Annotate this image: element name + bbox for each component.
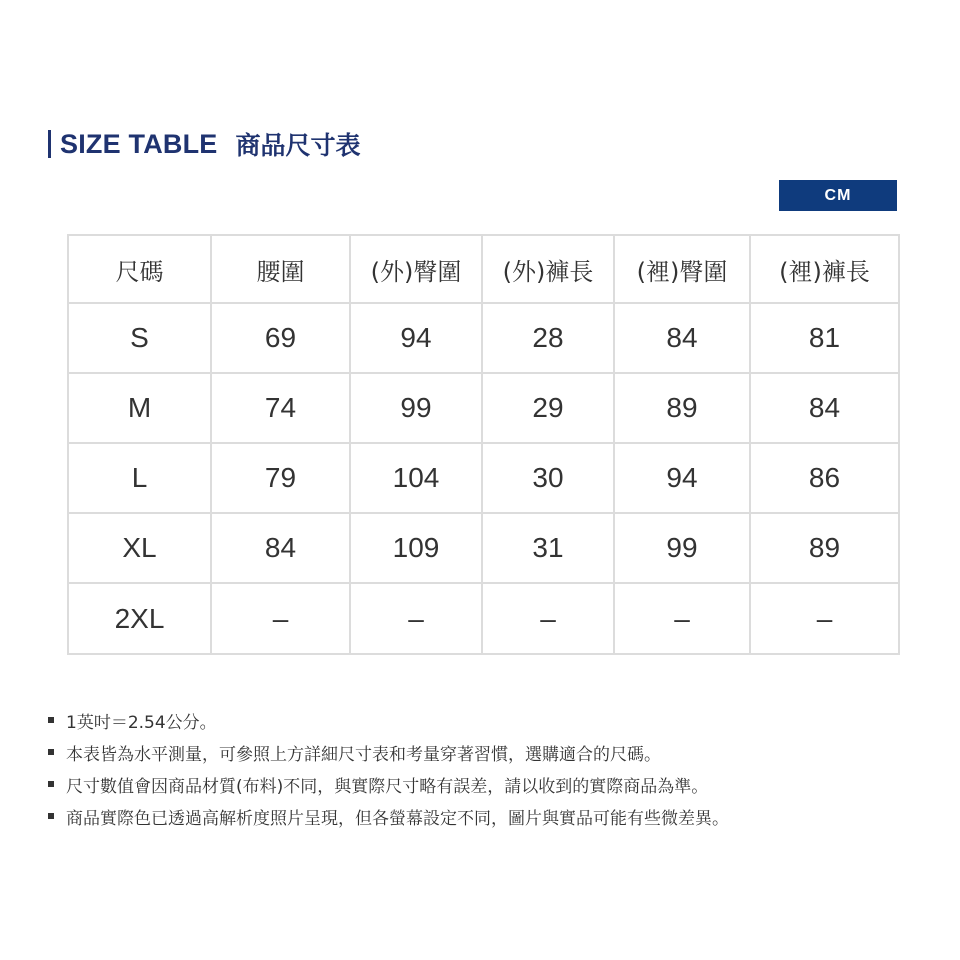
- column-header-size: 尺碼: [68, 235, 211, 303]
- table-cell: 84: [750, 373, 899, 443]
- note-item: [48, 736, 729, 768]
- column-header-outer-hip: (外)臀圍: [350, 235, 482, 303]
- table-cell: –: [211, 583, 350, 654]
- table-cell: 86: [750, 443, 899, 513]
- table-cell: 31: [482, 513, 614, 583]
- table-cell: 79: [211, 443, 350, 513]
- note-item: [48, 800, 729, 832]
- size-table: [67, 234, 900, 655]
- table-cell: 2XL: [68, 583, 211, 654]
- table-cell: 30: [482, 443, 614, 513]
- table-cell: 28: [482, 303, 614, 373]
- note-text: 尺寸數值會因商品材質(布料)不同，與實際尺寸略有誤差，請以收到的實際商品為準。: [66, 776, 709, 797]
- table-cell: 89: [614, 373, 750, 443]
- table-cell: –: [614, 583, 750, 654]
- table-cell: –: [750, 583, 899, 654]
- column-header-outer-length: (外)褲長: [482, 235, 614, 303]
- table-cell: XL: [68, 513, 211, 583]
- notes-list: [48, 704, 729, 832]
- table-cell: L: [68, 443, 211, 513]
- table-cell: 69: [211, 303, 350, 373]
- table-cell: 84: [211, 513, 350, 583]
- table-cell: –: [350, 583, 482, 654]
- column-header-waist: 腰圍: [211, 235, 350, 303]
- table-cell: 84: [614, 303, 750, 373]
- table-cell: 109: [350, 513, 482, 583]
- page-title: [48, 128, 361, 160]
- column-header-inner-length: (裡)褲長: [750, 235, 899, 303]
- table-cell: 104: [350, 443, 482, 513]
- square-bullet-icon: [48, 749, 54, 755]
- table-cell: 81: [750, 303, 899, 373]
- table-cell: 74: [211, 373, 350, 443]
- unit-badge: CM: [779, 180, 897, 211]
- table-row: [68, 303, 899, 373]
- table-cell: 99: [614, 513, 750, 583]
- note-text: 1英吋＝2.54公分。: [66, 712, 217, 733]
- title-accent-bar: [48, 130, 51, 158]
- title-chinese: 商品尺寸表: [235, 131, 361, 160]
- square-bullet-icon: [48, 781, 54, 787]
- table-cell: M: [68, 373, 211, 443]
- column-header-inner-hip: (裡)臀圍: [614, 235, 750, 303]
- note-item: [48, 768, 729, 800]
- table-cell: S: [68, 303, 211, 373]
- table-cell: 94: [350, 303, 482, 373]
- square-bullet-icon: [48, 813, 54, 819]
- note-text: 商品實際色已透過高解析度照片呈現，但各螢幕設定不同，圖片與實品可能有些微差異。: [66, 808, 729, 829]
- table-row: [68, 583, 899, 654]
- table-cell: 89: [750, 513, 899, 583]
- table-row: [68, 373, 899, 443]
- note-item: [48, 704, 729, 736]
- table-cell: –: [482, 583, 614, 654]
- table-row: [68, 513, 899, 583]
- square-bullet-icon: [48, 717, 54, 723]
- note-text: 本表皆為水平測量，可參照上方詳細尺寸表和考量穿著習慣，選購適合的尺碼。: [66, 744, 661, 765]
- title-english: SIZE TABLE: [60, 128, 218, 159]
- table-cell: 29: [482, 373, 614, 443]
- table-row: [68, 443, 899, 513]
- table-cell: 94: [614, 443, 750, 513]
- table-header-row: [68, 235, 899, 303]
- table-cell: 99: [350, 373, 482, 443]
